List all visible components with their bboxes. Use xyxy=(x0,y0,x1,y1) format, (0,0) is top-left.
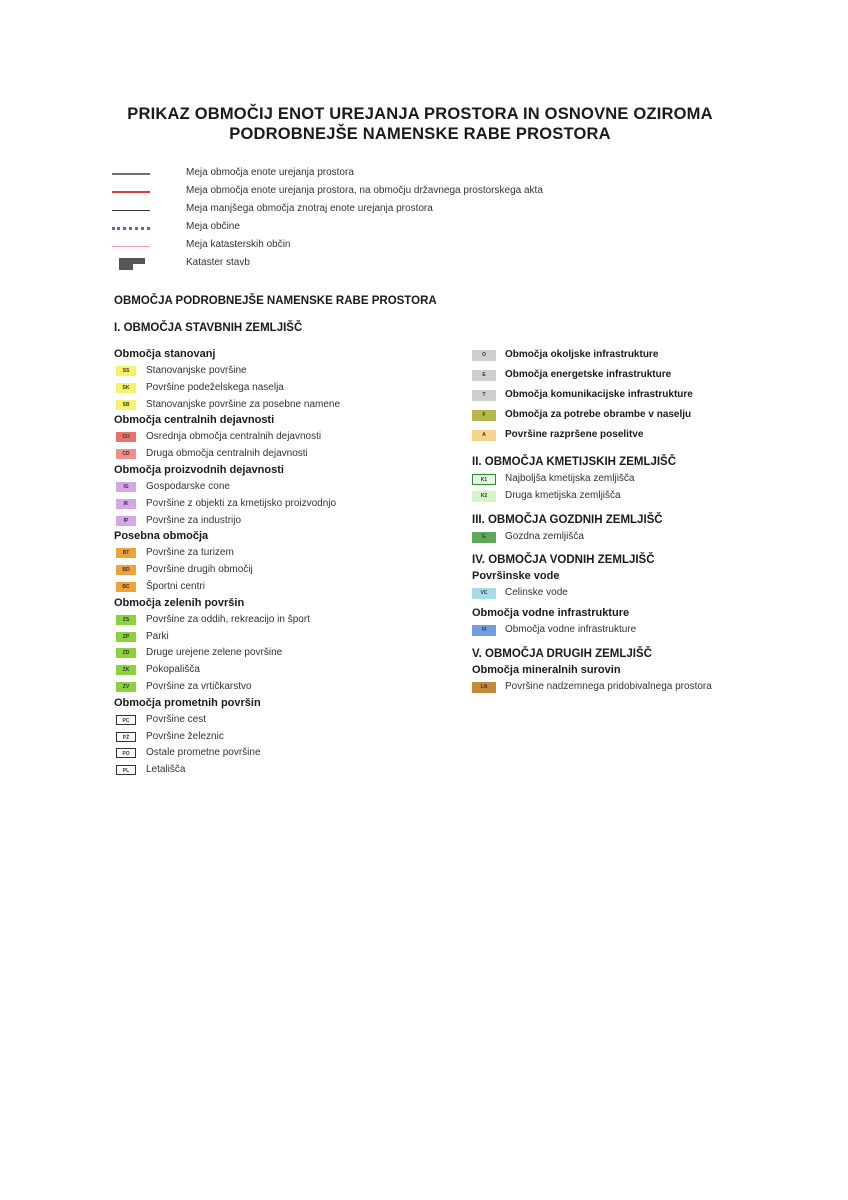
legend-item xyxy=(472,348,772,368)
group-heading: Posebna območja xyxy=(114,530,209,543)
grey-line-symbol xyxy=(112,173,150,175)
legend-item-label: Površine z objekti za kmetijsko proizvodnjo xyxy=(146,497,337,509)
legend-item xyxy=(114,763,444,780)
color-swatch: O xyxy=(472,350,496,361)
title-line-2: PODROBNEJŠE NAMENSKE RABE PROSTORA xyxy=(229,125,611,143)
legend-item-label: Celinske vode xyxy=(505,587,568,599)
legend-item-label: Najboljša kmetijska zemljišča xyxy=(505,473,635,484)
section-heading: II. OBMOČJA KMETIJSKIH ZEMLJIŠČ xyxy=(472,456,677,468)
legend-item xyxy=(472,368,772,388)
legend-item-label: Površine nadzemnega pridobivalnega prostora xyxy=(505,680,712,692)
color-swatch: K2 xyxy=(472,491,496,502)
color-swatch: SK xyxy=(116,383,136,393)
legend-item xyxy=(114,480,444,497)
legend-label: Meja območja enote urejanja prostora, na območju državnega prostorskega akta xyxy=(186,185,543,196)
legend-item xyxy=(114,646,444,663)
color-swatch: K1 xyxy=(472,474,496,485)
legend-item-label: Pokopališča xyxy=(146,664,200,676)
group-heading: Območja centralnih dejavnosti xyxy=(114,414,275,427)
color-swatch: SS xyxy=(116,366,136,376)
color-swatch: A xyxy=(472,430,496,441)
legend-item xyxy=(472,623,772,640)
legend-item-label: Gozdna zemljišča xyxy=(505,530,584,542)
section-heading: III. OBMOČJA GOZDNIH ZEMLJIŠČ xyxy=(472,513,663,526)
color-swatch: BD xyxy=(116,565,136,575)
legend-item xyxy=(114,546,444,563)
legend-item xyxy=(114,680,444,697)
legend-item xyxy=(472,408,772,428)
legend-item-label: Druge urejene zelene površine xyxy=(146,647,283,659)
legend-item-label: Območja okoljske infrastrukture xyxy=(505,349,659,360)
color-swatch: CD xyxy=(116,449,136,459)
color-swatch: IG xyxy=(116,482,136,492)
legend-item-label: Gospodarske cone xyxy=(146,480,230,492)
red-line-symbol xyxy=(112,191,150,193)
legend-item-label: Športni centri xyxy=(146,580,205,592)
section-heading: IV. OBMOČJA VODNIH ZEMLJIŠČ xyxy=(472,554,655,567)
legend-item xyxy=(472,530,772,547)
legend-item xyxy=(114,514,444,531)
group-heading: Območja proizvodnih dejavnosti xyxy=(114,463,284,476)
legend-item-label: Površine cest xyxy=(146,713,207,725)
color-swatch: PC xyxy=(116,715,136,725)
legend-row-grey-line xyxy=(112,165,712,183)
color-swatch: ZD xyxy=(116,648,136,658)
color-swatch: F xyxy=(472,410,496,421)
legend-item xyxy=(472,586,772,603)
legend-item-label: Območja za potrebe obrambe v naselju xyxy=(505,409,692,420)
legend-item xyxy=(472,428,772,448)
legend-item xyxy=(114,580,444,597)
legend-item-label: Površine razpršene poselitve xyxy=(505,429,644,440)
group-heading: Območja mineralnih surovin xyxy=(472,663,621,676)
legend-item-label: Druga območja centralnih dejavnosti xyxy=(146,448,308,460)
legend-item-label: Površine železnic xyxy=(146,730,224,742)
legend-item xyxy=(114,563,444,580)
legend-item-label: Površine podeželskega naselja xyxy=(146,381,284,393)
legend-item xyxy=(472,472,772,489)
legend-label: Meja občine xyxy=(186,221,240,232)
pink-line-symbol xyxy=(112,246,150,247)
group-heading: Površinske vode xyxy=(472,570,560,583)
page-title xyxy=(100,104,740,144)
color-swatch: ZK xyxy=(116,665,136,675)
legend-item xyxy=(114,730,444,747)
legend-item xyxy=(114,746,444,763)
legend-item xyxy=(114,381,444,398)
color-swatch: BC xyxy=(116,582,136,592)
legend-row-dotted-line xyxy=(112,219,712,237)
color-swatch: BT xyxy=(116,548,136,558)
legend-item-label: Stanovanjske površine xyxy=(146,365,247,376)
color-swatch: PL xyxy=(116,765,136,775)
legend-item-label: Osrednja območja centralnih dejavnosti xyxy=(146,431,322,443)
legend-item-label: Površine drugih območij xyxy=(146,564,253,576)
section-heading: I. OBMOČJA STAVBNIH ZEMLJIŠČ xyxy=(114,322,303,334)
color-swatch: ZS xyxy=(116,615,136,625)
dark-thin-line-symbol xyxy=(112,210,150,211)
left-column xyxy=(114,322,444,780)
legend-item xyxy=(472,489,772,506)
color-swatch: VC xyxy=(472,588,496,599)
legend-item xyxy=(472,388,772,408)
legend-item-label: Površine za oddih, rekreacijo in šport xyxy=(146,613,310,625)
color-swatch: CU xyxy=(116,432,136,442)
color-swatch: E xyxy=(472,370,496,381)
main-heading: OBMOČJA PODROBNEJŠE NAMENSKE RABE PROSTORA xyxy=(114,295,437,307)
legend-item-label: Območja komunikacijske infrastrukture xyxy=(505,389,693,400)
color-swatch: LN xyxy=(472,682,496,693)
legend-item-label: Površine za turizem xyxy=(146,547,234,559)
legend-item xyxy=(472,680,772,697)
legend-item-label: Površine za industrijo xyxy=(146,514,242,526)
legend-item-label: Parki xyxy=(146,630,169,642)
group-heading: Območja vodne infrastrukture xyxy=(472,607,630,620)
legend-row-dark-line xyxy=(112,201,712,219)
legend-row-pink-line xyxy=(112,237,712,255)
right-column xyxy=(472,348,772,705)
group-heading: Območja prometnih površin xyxy=(114,696,261,709)
legend-label: Meja manjšega območja znotraj enote urejanja prostora xyxy=(186,203,433,214)
legend-item xyxy=(114,713,444,730)
legend-label: Kataster stavb xyxy=(186,257,250,268)
legend-item xyxy=(114,630,444,647)
legend-row-building xyxy=(112,255,712,273)
legend-item xyxy=(114,398,444,415)
color-swatch: T xyxy=(472,390,496,401)
legend-item xyxy=(114,613,444,630)
purple-dotted-line-symbol xyxy=(112,227,150,230)
section-heading: V. OBMOČJA DRUGIH ZEMLJIŠČ xyxy=(472,647,652,660)
legend-item-label: Ostale prometne površine xyxy=(146,747,261,759)
color-swatch: PŽ xyxy=(116,732,136,742)
title-line-1: PRIKAZ OBMOČIJ ENOT UREJANJA PROSTORA IN OSNOVNE OZIROMA xyxy=(127,105,713,123)
color-swatch: IK xyxy=(116,499,136,509)
color-swatch: IP xyxy=(116,516,136,526)
legend-item-label: Letališča xyxy=(146,764,186,776)
legend-item xyxy=(114,447,444,464)
line-legend xyxy=(112,165,712,273)
color-swatch: PO xyxy=(116,748,136,758)
legend-label: Meja katasterskih občin xyxy=(186,239,291,250)
legend-item-label: Stanovanjske površine za posebne namene xyxy=(146,398,341,410)
color-swatch: VI xyxy=(472,625,496,636)
legend-item xyxy=(114,364,444,381)
legend-item xyxy=(114,497,444,514)
color-swatch: SB xyxy=(116,400,136,410)
legend-item-label: Območja vodne infrastrukture xyxy=(505,624,637,636)
legend-label: Meja območja enote urejanja prostora xyxy=(186,167,354,178)
group-heading: Območja zelenih površin xyxy=(114,596,245,609)
color-swatch: G xyxy=(472,532,496,543)
legend-item-label: Površine za vrtičkarstvo xyxy=(146,680,252,692)
legend-row-red-line xyxy=(112,183,712,201)
group-heading: Območja stanovanj xyxy=(114,348,216,360)
color-swatch: ZP xyxy=(116,632,136,642)
legend-item xyxy=(114,430,444,447)
legend-item-label: Druga kmetijska zemljišča xyxy=(505,489,621,501)
legend-item-label: Območja energetske infrastrukture xyxy=(505,369,672,380)
color-swatch: ZV xyxy=(116,682,136,692)
legend-item xyxy=(114,663,444,680)
